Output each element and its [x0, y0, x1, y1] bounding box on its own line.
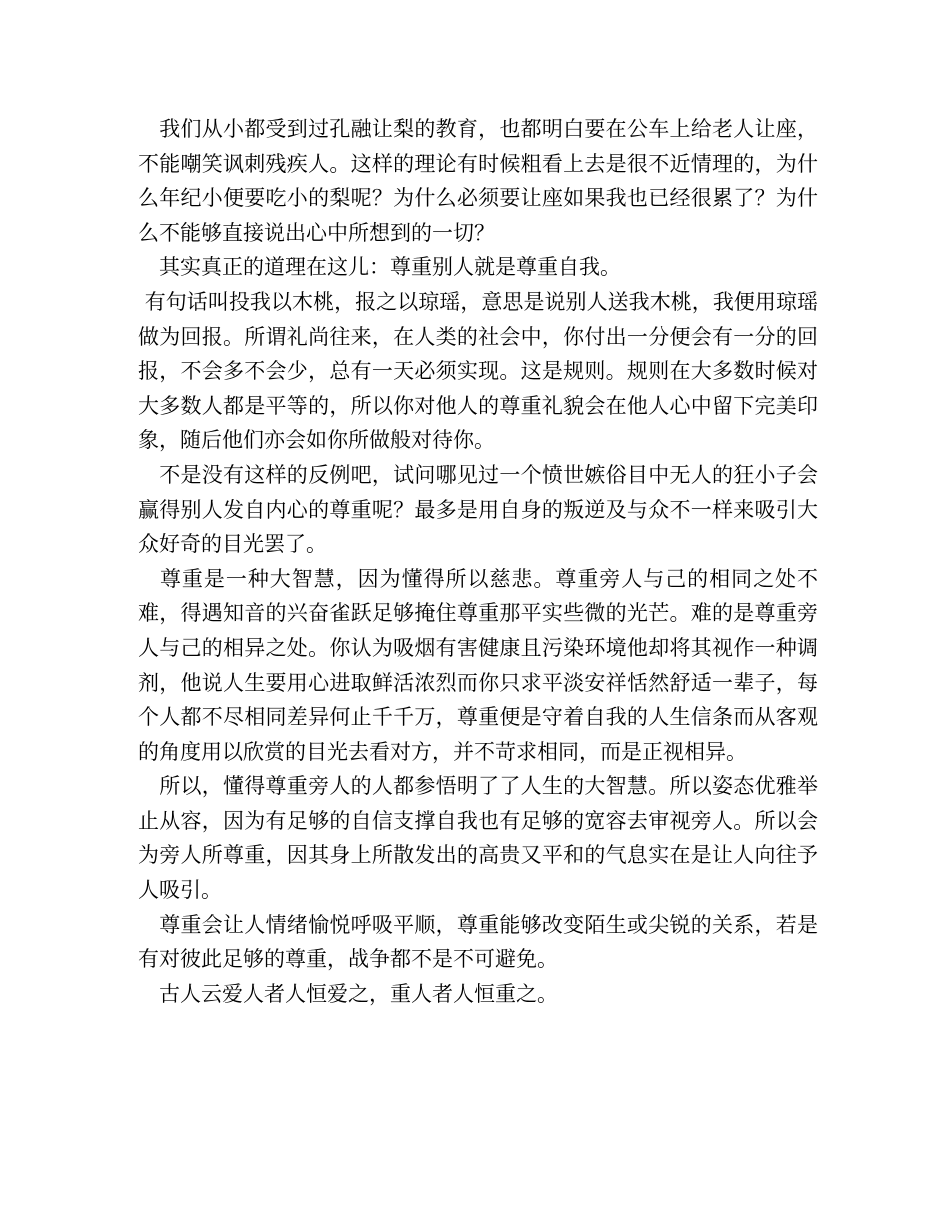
- paragraph-6: 所以，懂得尊重旁人的人都参悟明了了人生的大智慧。所以姿态优雅举止从容，因为有足够的自信支撑自我也有足够的宽容去审视旁人。所以会为旁人所尊重，因其身上所散发出的高贵又平和的气息实在是让人向往予人吸引。: [138, 774, 818, 903]
- paragraph-7: 尊重会让人情绪愉悦呼吸平顺，尊重能够改变陌生或尖锐的关系，若是有对彼此足够的尊重，战争都不是不可避免。: [138, 912, 818, 972]
- paragraph-4: 不是没有这样的反例吧，试问哪见过一个愤世嫉俗目中无人的狂小子会赢得别人发自内心的尊重呢？最多是用自身的叛逆及与众不一样来吸引大众好奇的目光罢了。: [138, 462, 818, 557]
- paragraph-1: 我们从小都受到过孔融让梨的教育，也都明白要在公车上给老人让座，不能嘲笑讽刺残疾人。这样的理论有时候粗看上去是很不近情理的，为什么年纪小便要吃小的梨呢？为什么必须要让座如果我也已经很累了？为什么不能够直接说出心中所想到的一切？: [138, 117, 818, 245]
- paragraph-8: 古人云爱人者人恒爱之，重人者人恒重之。: [138, 981, 558, 1006]
- document-body: [138, 112, 818, 1011]
- paragraph-3: 有句话叫投我以木桃，报之以琼瑶，意思是说别人送我木桃，我便用琼瑶做为回报。所谓礼尚往来，在人类的社会中，你付出一分便会有一分的回报，不会多不会少，总有一天必须实现。这是规则。规则在大多数时候对大多数人都是平等的，所以你对他人的尊重礼貌会在他人心中留下完美印象，随后他们亦会如你所做般对待你。: [138, 289, 818, 453]
- paragraph-2: 其实真正的道理在这儿：尊重别人就是尊重自我。: [138, 255, 621, 280]
- paragraph-5: 尊重是一种大智慧，因为懂得所以慈悲。尊重旁人与己的相同之处不难，得遇知音的兴奋雀跃足够掩住尊重那平实些微的光芒。难的是尊重旁人与己的相异之处。你认为吸烟有害健康且污染环境他却将其视作一种调剂，他说人生要用心进取鲜活浓烈而你只求平淡安祥恬然舒适一辈子，每个人都不尽相同差异何止千千万，尊重便是守着自我的人生信条而从客观的角度用以欣赏的目光去看对方，并不苛求相同，而是正视相异。: [138, 566, 818, 764]
